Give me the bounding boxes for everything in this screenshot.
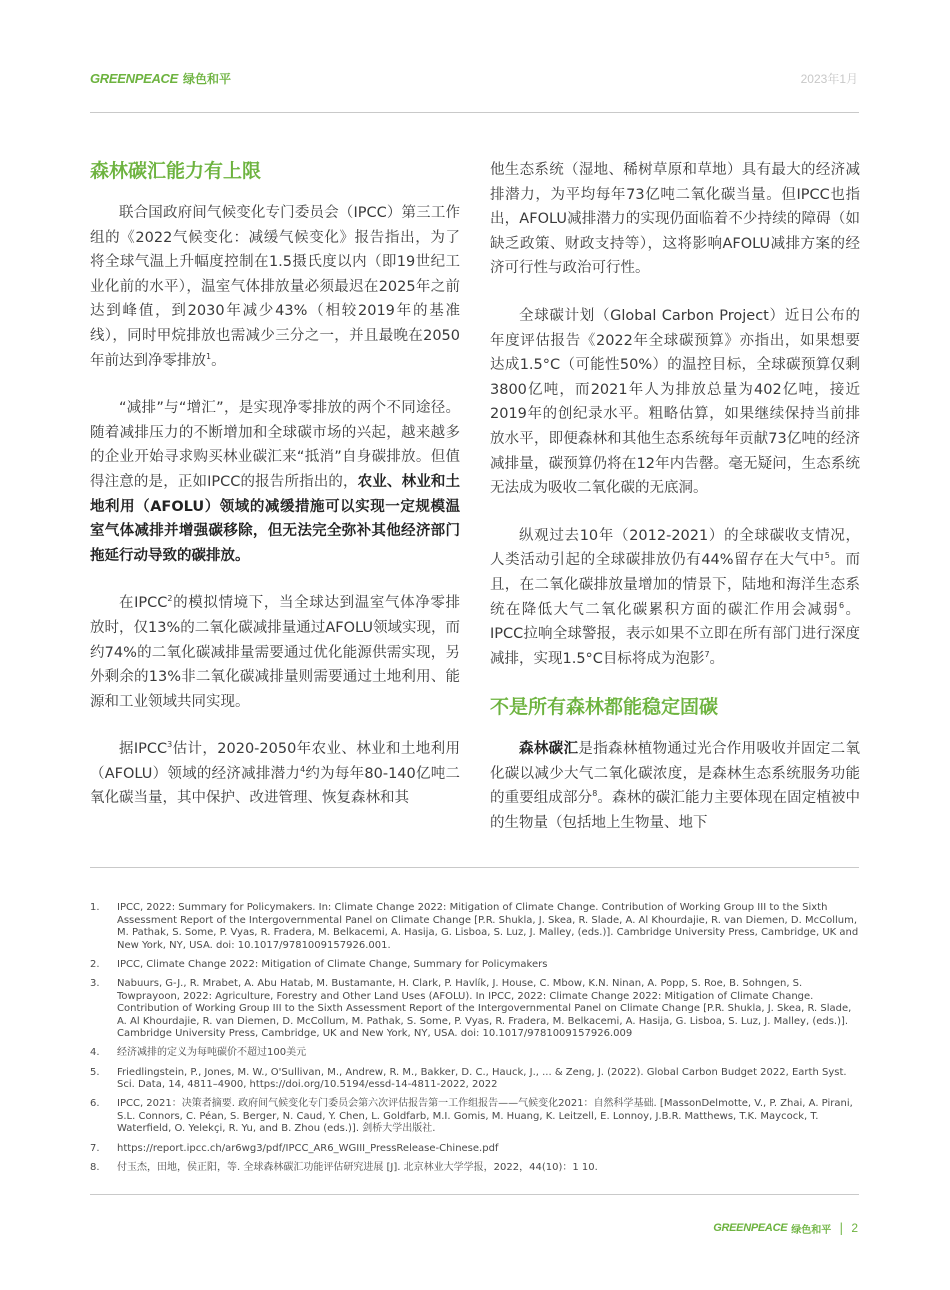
paragraph-reduction-vs-sink [90,396,460,568]
footer-logo-zh: 绿色和平 [791,1224,832,1236]
bold-emphasis: 农业、林业和土地利用（AFOLU）领域的减缓措施可以实现一定规模温室气体减排并增强碳移除，但无法完全弥补其他经济部门拖延行动导致的碳排放。 [90,473,460,564]
page-footer [713,1221,858,1235]
footnote-number: 8. [90,1161,100,1173]
footnote-ref[interactable]: 6 [839,600,845,610]
paragraph-ipcc-scenario [90,591,460,714]
paragraph-carbon-balance [490,524,860,672]
footnote-ref[interactable]: 2 [167,594,173,604]
footnote-ref[interactable]: 8 [592,789,598,799]
paragraph-text: 。 [709,650,725,667]
footnote-item [90,1067,860,1092]
paragraph-forest-carbon-sink [490,737,860,835]
footnote-text: Nabuurs, G-J., R. Mrabet, A. Abu Hatab, M. Bustamante, H. Clark, P. Havlík, J. House, C. Mbow, K.N. Ninan, A. Popp, S. Roe, B. Sohngen, S. Towprayoon, 2022: Agriculture, Forestry and Other Land Uses (AFOLU). In IPCC, 2022: Climate Change 2022: Mitigation of Climate Change. Contribution of Working Group III to the Sixth Assessment Report of the Intergovernmental Panel on Climate Change [P.R. Shukla, J. Skea, R. Slade, A. Al Khourdajie, R. van Diemen, D. McCollum, M. Pathak, S. Some, P. Vyas, R. Fradera, M. Belkacemi, A. Hasija, G. Lisboa, S. Luz, J. Malley, (eds.)]. Cambridge University Press, Cambridge, UK and New York, NY, USA. doi: 10.1017/9781009157926.009 [117,977,852,1040]
footnote-ref[interactable]: 1 [206,351,212,361]
footnote-link[interactable]: https://report.ipcc.ch/ar6wg3/pdf/IPCC_AR6_WGIII_PressRelease-Chinese.pdf [117,1142,499,1154]
footnote-text: 经济减排的定义为每吨碳价不超过100美元 [117,1047,307,1059]
footnote-ref[interactable]: 4 [300,765,306,775]
footnote-number: 6. [90,1098,100,1110]
bold-term: 森林碳汇 [519,741,579,758]
footnote-item [90,978,860,1041]
paragraph-text: 。IPCC拉响全球警报，表示如果不立即在所有部门进行深度减排，实现1.5°C目标将成为泡影 [490,601,861,667]
paragraph-text: “减排”与“增汇”，是实现净零排放的两个不同途径。随着减排压力的不断增加和全球碳市场的兴起，越来越多的企业开始寻求购买林业碳汇来“抵消”自身碳排放。但值得注意的是，正如IPCC的报告所指出的， [90,400,460,490]
paragraph-text: 据IPCC [119,741,168,758]
footnote-text: IPCC, 2021：决策者摘要. 政府间气候变化专门委员会第六次评估报告第一工作组报告——气候变化2021：自然科学基础. [MassonDelmotte, V., P. Zhai, A. Pirani, S.L. Connors, C. Péan, S. Berger, N. Caud, Y. Chen, L. Goldfarb, M.I. Gomis, M. Huang, K. Leitzell, E. Lonnoy, J.B.R. Matthews, T.K. Maycock, T. Waterfield, O. Yelekçi, R. Yu, and B. Zhou (eds.)]. 剑桥大学出版社. [117,1098,853,1135]
footnote-item [90,902,860,952]
paragraph-text: 的模拟情境下，当全球达到温室气体净零排放时，仅13%的二氧化碳减排量通过AFOLU领域实现，而约74%的二氧化碳减排量需要通过优化能源供需实现，另外剩余的13%非二氧化碳减排量则需要通过土地利用、能源和工业领域共同实现。 [90,595,460,710]
footnote-number: 1. [90,902,100,913]
header-divider [90,112,859,113]
right-column [490,158,860,859]
paragraph-text: 在IPCC [119,595,168,612]
greenpeace-logo [90,69,231,87]
footnotes-list [90,902,860,1181]
paragraph-global-carbon-budget: 全球碳计划（Global Carbon Project）近日公布的年度评估报告《2022年全球碳预算》亦指出，如果想要达成1.5°C（可能性50%）的温控目标，全球碳预算仅剩3800亿吨，而2021年人为排放总量为402亿吨，接近2019年的创纪录水平。粗略估算，如果继续保持当前排放水平，即便森林和其他生态系统每年贡献73亿吨的经济减排量，碳预算仍将在12年内告罄。毫无疑问，生态系统无法成为吸收二氧化碳的无底洞。 [490,307,860,497]
footnote-ref[interactable]: 3 [167,740,173,750]
footnote-number: 2. [90,958,100,970]
page-number: 2 [851,1221,858,1235]
footnote-text: Friedlingstein, P., Jones, M. W., O'Sullivan, M., Andrew, R. M., Bakker, D. C., Hauck, J., ... & Zeng, J. (2022). Global Carbon Budget 2022, Earth Syst. Sci. Data, 14, 4811–4900, https://doi.org/10.5194/essd-14-4811-2022, 2022 [117,1066,847,1091]
footnote-item [90,1162,860,1175]
section-title-forest-stability: 不是所有森林都能稳定固碳 [490,696,719,719]
footnote-ref[interactable]: 5 [824,551,830,561]
paragraph-text: 。而且，在二氧化碳排放量增加的情景下，陆地和海洋生态系统在降低大气二氧化碳累积方面的碳汇作用会减弱 [490,552,861,618]
footnote-number: 5. [90,1066,100,1078]
header-date: 2023年1月 [800,72,858,86]
logo-text-en: GREENPEACE [90,70,179,86]
footnote-item [90,1098,860,1136]
footer-separator: | [839,1221,844,1235]
section-title-carbon-sink-limit: 森林碳汇能力有上限 [90,160,262,182]
paragraph-ipcc-report: 联合国政府间气候变化专门委员会（IPCC）第三工作组的《2022气候变化：减缓气候变化》报告指出，为了将全球气温上升幅度控制在1.5摄氏度以内（即19世纪工业化前的水平），温室气体排放量必须最迟在2025年之前达到峰值，到2030年减少43%（相较2019年的基准线），同时甲烷排放也需减少三分之一，并且最晚在2050年前达到净零排放$^1$。 [90,205,460,369]
paragraph-text: 是指森林植物通过光合作用吸收并固定二氧化碳以减少大气二氧化碳浓度，是森林生态系统服务功能的重要组成部分 [490,741,861,807]
footnote-text: IPCC, 2022: Summary for Policymakers. In: Climate Change 2022: Mitigation of Climate Change. Contribution of Working Group III to the Sixth Assessment Report of the Intergovernmental Panel on Climate Change [P.R. Shukla, J. Skea, R. Slade, A. Al Khourdajie, R. van Diemen, D. McCollum, M. Pathak, S. Some, P. Vyas, R. Fradera, M. Belkacemi, A. Hasija, G. Lisboa, S. Luz, J. Malley, (eds.)]. Cambridge University Press, Cambridge, UK and New York, NY, USA. doi: 10.1017/9781009157926.001. [117,902,859,951]
logo-text-zh: 绿色和平 [183,71,232,86]
footnote-item [90,1047,860,1060]
paragraph-text: 纵观过去10年（2012-2021）的全球碳收支情况，人类活动引起的全球碳排放仍有44%留存在大气中 [490,527,860,569]
footnote-item [90,1143,860,1156]
paragraph-text: 估计，2020-2050年农业、林业和土地利用（AFOLU）领域的经济减排潜力 [90,741,460,782]
paragraph-text: 约为每年80-140亿吨二氧化碳当量，其中保护、改进管理、恢复森林和其 [90,765,460,807]
footer-divider [90,1194,859,1195]
footnote-number: 7. [90,1142,100,1154]
paragraph-text: 。森林的碳汇能力主要体现在固定植被中的生物量（包括地上生物量、地下 [490,790,861,832]
footnote-item [90,959,860,972]
footnote-ref[interactable]: 7 [704,649,710,659]
footnote-number: 4. [90,1047,100,1059]
paragraph-ecosystem-potential: 他生态系统（湿地、稀树草原和草地）具有最大的经济减排潜力，为平均每年73亿吨二氧化碳当量。但IPCC也指出，AFOLU减排潜力的实现仍面临着不少持续的障碍（如缺乏政策、财政支持等），这将影响AFOLU减排方案的经济可行性与政治可行性。 [490,162,860,277]
footnote-text: 付玉杰，田地，侯正阳，等. 全球森林碳汇功能评估研究进展 [J]. 北京林业大学学报，2022，44(10)：1 10. [117,1161,598,1173]
left-column [90,158,460,834]
paragraph-afolu-potential [90,737,460,811]
paragraph-text: 联合国政府间气候变化专门委员会（IPCC）第三工作组的《2022气候变化：减缓气候变化》报告指出，为了将全球气温上升幅度控制在1.5摄氏度以内（即19世纪工业化前的水平），温室气体排放量必须最迟在2025年之前达到峰值，到2030年减少43%（相较2019年的基准线），同时甲烷排放也需减少三分之一，并且最晚在2050年前达到净零排放 [90,205,460,369]
footer-logo-en: GREENPEACE [713,1222,788,1234]
footnote-number: 3. [90,977,100,989]
footnote-text: IPCC, Climate Change 2022: Mitigation of Climate Change, Summary for Policymakers [117,958,548,970]
footnotes-divider [90,867,859,868]
